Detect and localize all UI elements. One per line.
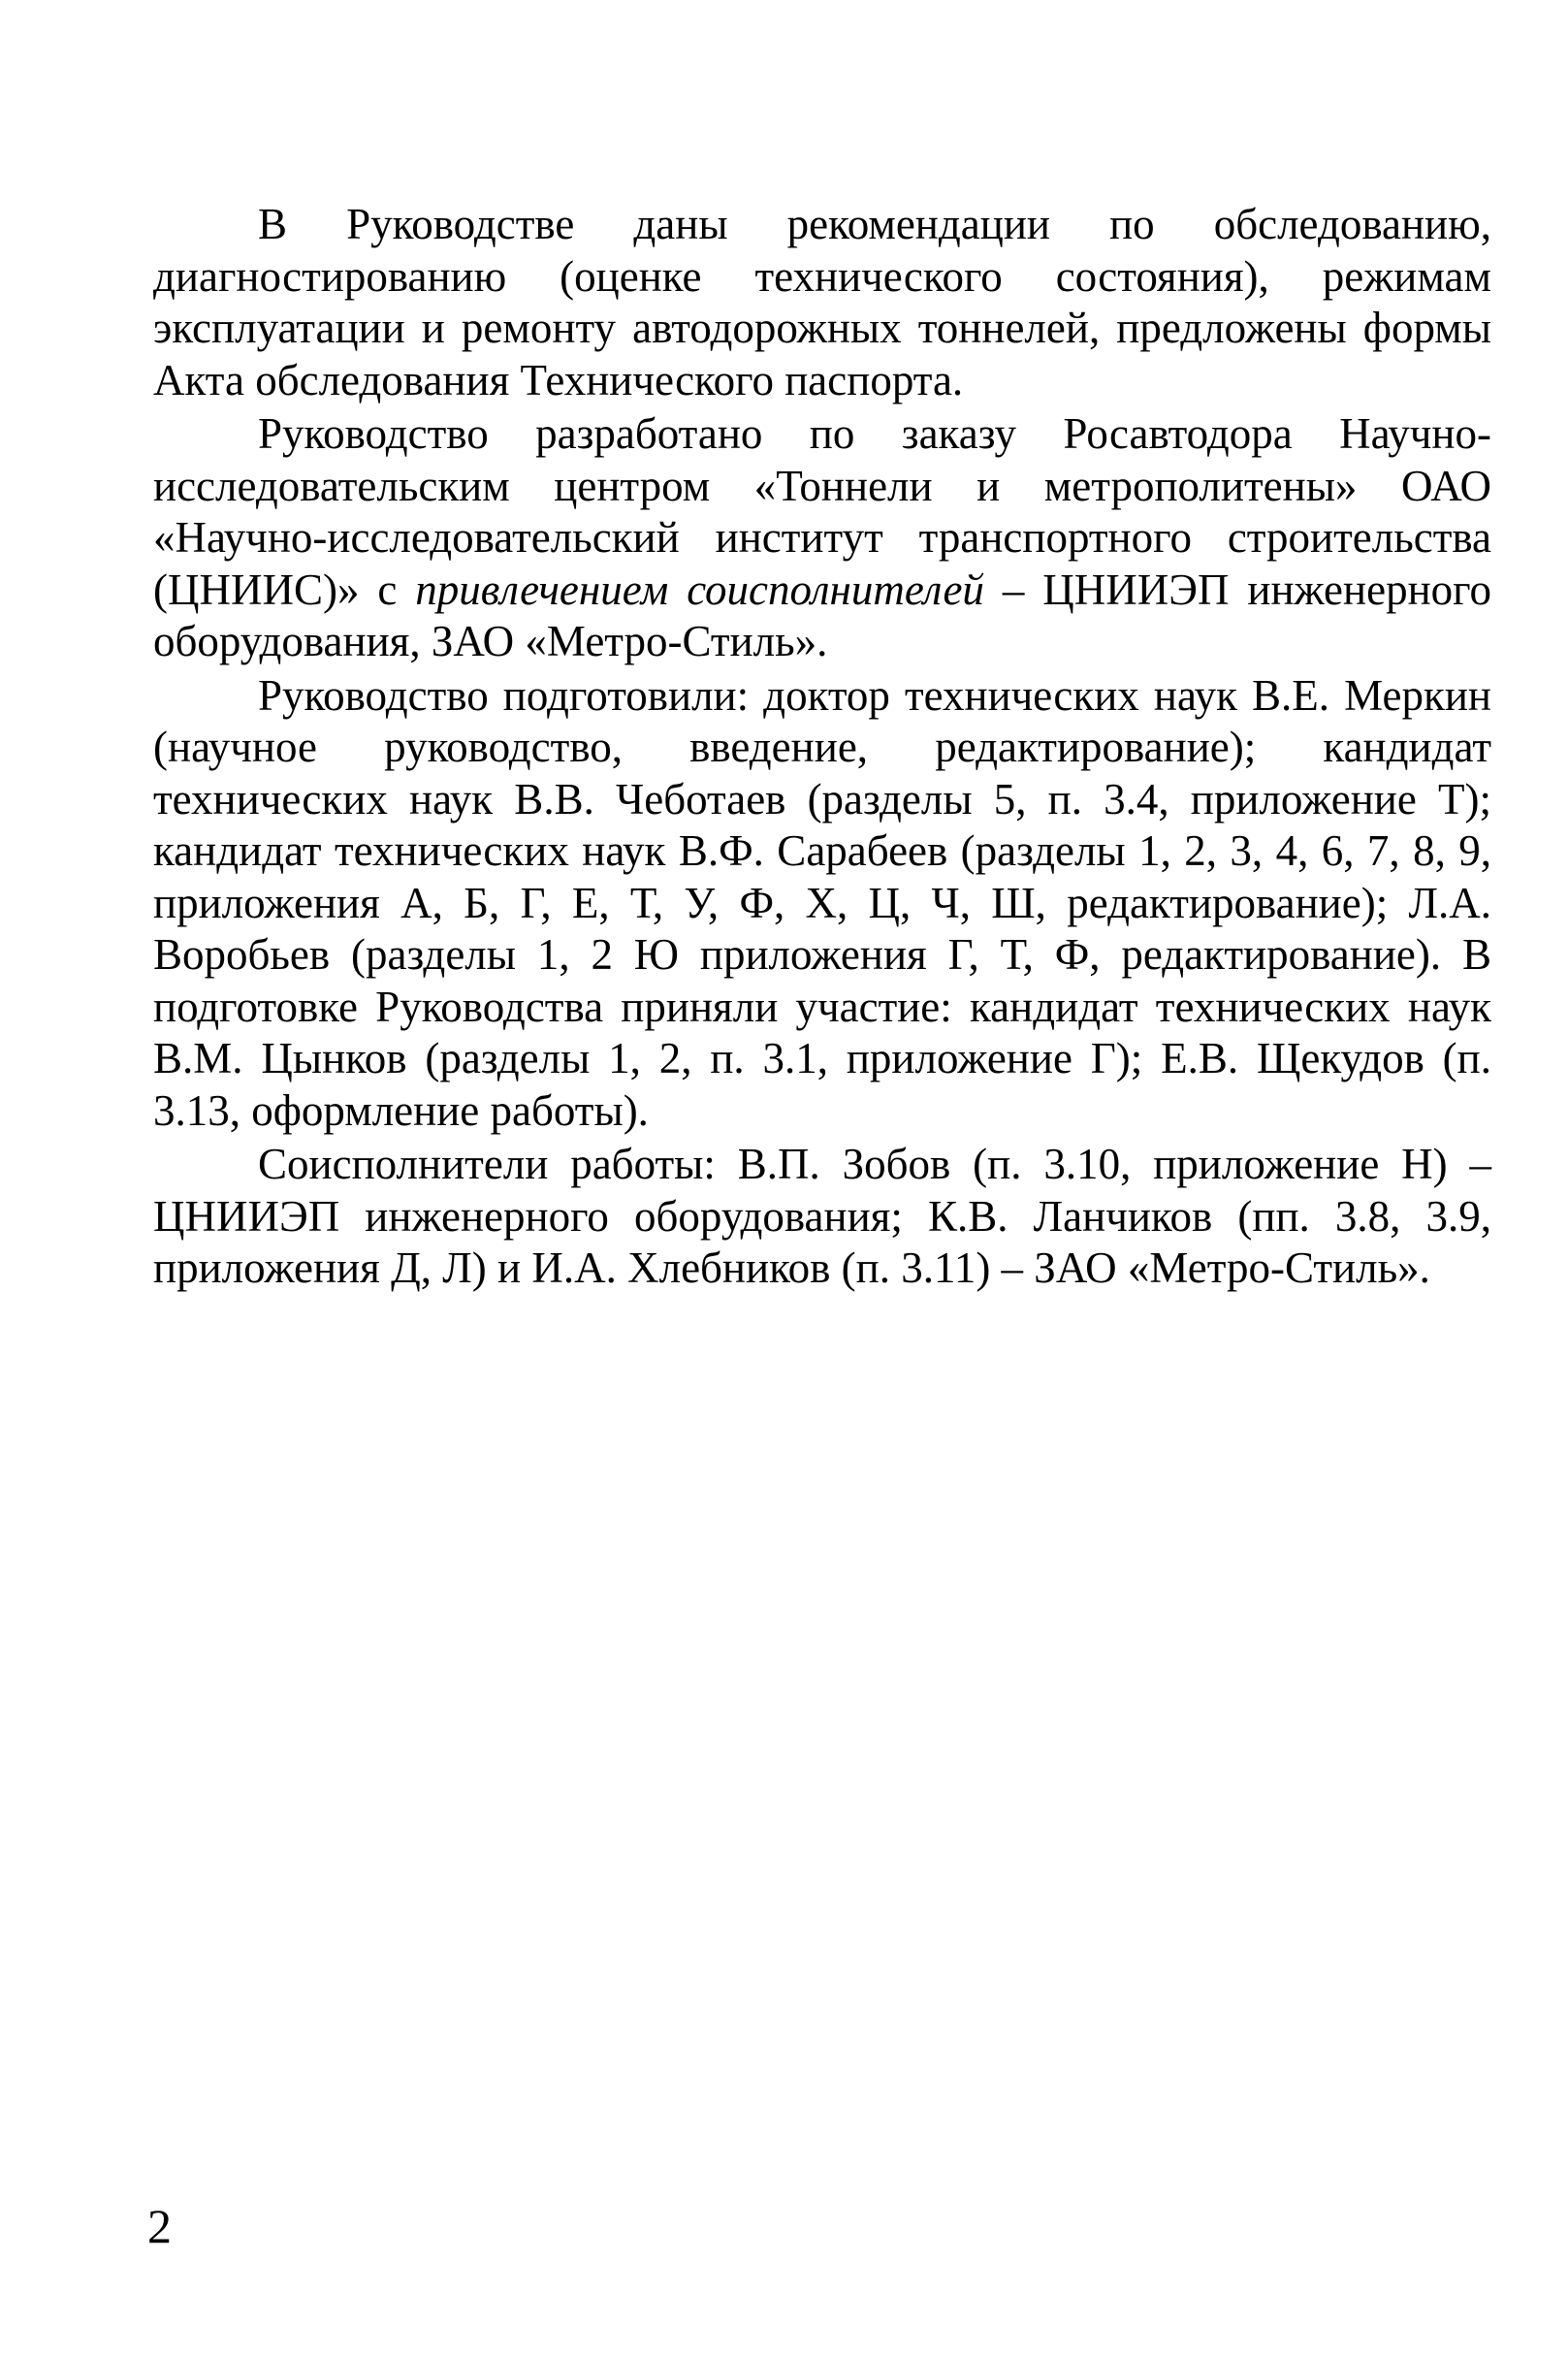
- paragraph-authors: Руководство подготовили: доктор технических наук В.Е. Меркин (научное руководство, введение, редактирование); кандидат технических наук В.В. Чеботаев (разделы 5, п. 3.4, приложение Т); кандидат технических наук В.Ф. Сарабеев (разделы 1, 2, 3, 4, 6, 7, 8, 9, приложения А, Б, Г, Е, Т, У, Ф, Х, Ц, Ч, Ш, редактирование); Л.А. Воробьев (разделы 1, 2 Ю приложения Г, Т, Ф, редактирование). В подготовке Руководства приняли участие: кандидат технических наук В.М. Цынков (разделы 1, 2, п. 3.1, приложение Г); Е.В. Щекудов (п. 3.13, оформление работы).: [153, 670, 1491, 1135]
- paragraph-developers-text-before: Руководство разработано по заказу Росавтодора Научно-исследовательским центром «Тоннели и метрополитены» ОАО «Научно-исследовательский институт транспортного строительства (ЦНИИС)» с: [153, 409, 1491, 614]
- page-number: 2: [147, 2199, 172, 2253]
- paragraph-developers: [153, 408, 1491, 668]
- paragraph-summary: В Руководстве даны рекомендации по обследованию, диагностированию (оценке технического состояния), режимам эксплуатации и ремонту автодорожных тоннелей, предложены формы Акта обследования Технического паспорта.: [153, 200, 1491, 404]
- paragraph-co-executors: Соисполнители работы: В.П. Зобов (п. 3.10, приложение Н) – ЦНИИЭП инженерного оборудования; К.В. Ланчиков (пп. 3.8, 3.9, приложения Д, Л) и И.А. Хлебников (п. 3.11) – ЗАО «Метро-Стиль».: [153, 1140, 1491, 1292]
- paragraph-developers-emphasis: привлечением соисполнителей: [415, 565, 984, 614]
- paragraph-developers-text-after: – ЦНИИЭП инженерного оборудования, ЗАО «Метро-Стиль».: [153, 565, 1491, 665]
- body-text: [153, 199, 1491, 1297]
